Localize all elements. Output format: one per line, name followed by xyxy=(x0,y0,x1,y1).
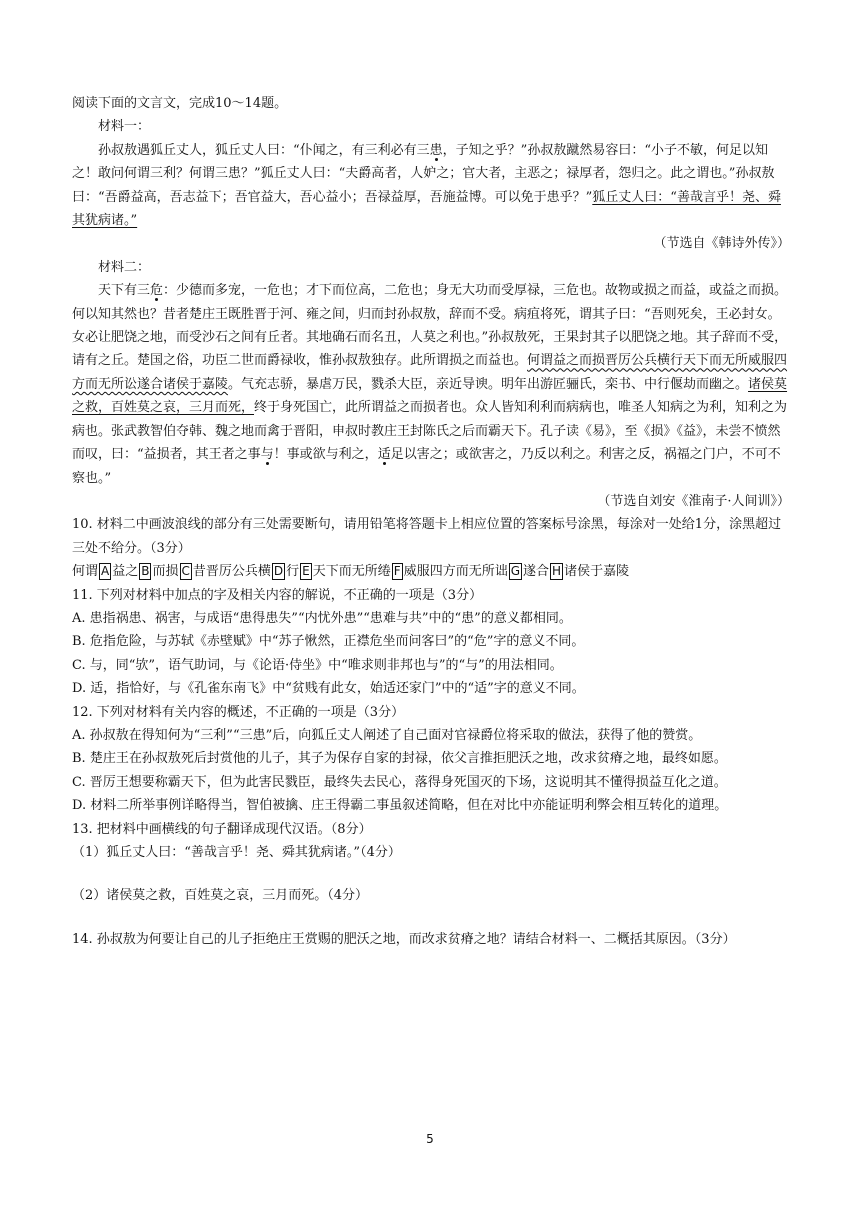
material-one-source: （节选自《韩诗外传》） xyxy=(653,236,790,252)
page-number: 5 xyxy=(426,1132,434,1146)
material-two-source: （节选自刘安《淮南子·人间训》） xyxy=(597,493,790,509)
question-13-sentence-2: （2）诸侯莫之救，百姓莫之哀，三月而死。（4分） xyxy=(72,888,369,904)
dotted-char-shi: 适 xyxy=(377,447,391,463)
break-box-e[interactable]: E xyxy=(302,564,310,579)
question-11-option-c: C. 与，同“欤”，语气助词，与《论语·侍坐》中“唯求则非邦也与”的“与”的用法相同。 xyxy=(72,657,563,673)
break-box-h[interactable]: H xyxy=(552,564,562,579)
material-two-label: 材料二： xyxy=(98,259,151,275)
answer-space-1 xyxy=(72,864,790,884)
answer-space-2 xyxy=(72,908,790,928)
underlined-sentence-1: 狐丘丈人曰：“善哉言乎！尧、舜其犹病诸。” xyxy=(72,189,781,229)
material-two-text: 天下有三危：少德而多宠，一危也；才下而位高，二危也；身无大功而受厚禄，三危也。故物或损之而益，或益之而损。何以知其然也？昔者楚庄王既胜晋于河、雍之间，归而封孙叔敖，辞而不受。病疽将死，谓其子曰：“吾则死矣，王必封女。女必让肥饶之地，而受沙石之间有丘者。其地确石而名丑，人莫之利也。”孙叔敖死，王果封其子以肥饶之地。其子辞而不受，请有之丘。楚国之俗，功臣二世而爵禄收，惟孙叔敖独存。此所谓损之而益也。何谓益之而损晋厉公兵横行天下而无所威服四方而无所讼遂合诸侯于嘉陵。气充志骄，暴虐万民，戮杀大臣，亲近导谀。明年出游匠骊氏，栾书、中行偃劫而幽之。诸侯莫之救，百姓莫之哀，三月而死，终于身死国亡，此所谓益之而损者也。众人皆知利利而病病也，唯圣人知病之为利，知利之为病也。张武教智伯夺韩、魏之地而禽于晋阳，申叔时教庄王封陈氏之后而霸天下。孔子读《易》，至《损》《益》，未尝不愤然而叹，曰：“益损者，其王者之事与！事或欲与利之，适足以害之；或欲害之，乃反以利之。利害之反，祸福之门户，不可不察也。” xyxy=(72,283,788,486)
document-page xyxy=(72,92,790,951)
dotted-char-yu: 与 xyxy=(260,447,274,463)
material-one-text: 孙叔敖遇狐丘丈人，狐丘丈人曰：“仆闻之，有三利必有三患，子知之乎？”孙叔敖蹴然易容曰：“小子不敏，何足以知之！敢问何谓三利？何谓三患？”狐丘丈人曰：“夫爵高者，人妒之；官大者，主恶之；禄厚者，怨归之。此之谓也。”孙叔敖曰：“吾爵益高，吾志益下；吾官益大，吾心益小；吾禄益厚，吾施益博。可以免于患乎？”狐丘丈人曰：“善哉言乎！尧、舜其犹病诸。” xyxy=(72,142,781,229)
question-12-option-a: A. 孙叔敖在得知何为“三利”“三患”后，向狐丘丈人阐述了自己面对官禄爵位将采取的做法，获得了他的赞赏。 xyxy=(72,727,702,743)
question-12-option-d: D. 材料二所举事例详略得当，智伯被擒、庄王得霸二事虽叙述简略，但在对比中亦能证明利弊会相互转化的道理。 xyxy=(72,798,728,814)
break-box-a[interactable]: A xyxy=(101,564,110,579)
dotted-char-wei: 危 xyxy=(150,283,164,299)
question-10-options: 何谓 A 益之 B 而损 C 昔晋厉公兵横 D 行 E 天下而无所绻 F 威服四方而无所诎 G 遂合 H 诸侯于嘉陵 xyxy=(72,564,630,580)
question-11-option-d: D. 适，指恰好，与《孔雀东南飞》中“贫贱有此女，始适还家门”中的“适”字的意义不同。 xyxy=(72,681,585,697)
break-box-g[interactable]: G xyxy=(510,564,521,579)
break-box-d[interactable]: D xyxy=(273,564,284,579)
break-box-c[interactable]: C xyxy=(181,564,190,579)
section-intro: 阅读下面的文言文，完成10～14题。 xyxy=(72,96,288,111)
break-box-b[interactable]: B xyxy=(141,564,150,579)
question-12-option-b: B. 楚庄王在孙叔敖死后封赏他的儿子，其子为保存自家的封禄，依父言推拒肥沃之地，改求贫瘠之地，最终如愿。 xyxy=(72,751,727,767)
question-11-stem: 11. 下列对材料中加点的字及相关内容的解说，不正确的一项是（3分） xyxy=(72,587,483,603)
question-12-stem: 12. 下列对材料有关内容的概述，不正确的一项是（3分） xyxy=(72,704,405,720)
break-box-f[interactable]: F xyxy=(393,564,401,579)
wavy-underlined-passage: 何谓益之而损晋厉公兵横行天下而无所威服四方而无所讼遂合诸侯于嘉陵 xyxy=(72,353,788,392)
dotted-char-huan: 患 xyxy=(429,142,443,158)
question-12-option-c: C. 晋厉王想要称霸天下，但为此害民戮臣，最终失去民心，落得身死国灭的下场，这说明其不懂得损益互化之道。 xyxy=(72,774,727,790)
underlined-sentence-2: 诸侯莫之救，百姓莫之哀，三月而死， xyxy=(72,376,788,416)
question-11-option-a: A. 患指祸患、祸害，与成语“患得患失”“内忧外患”“患难与共”中的“患”的意义都相同。 xyxy=(72,610,572,626)
question-13-sentence-1: （1）狐丘丈人曰：“善哉言乎！尧、舜其犹病诸。”（4分） xyxy=(72,845,401,860)
question-11-option-b: B. 危指危险，与苏轼《赤壁赋》中“苏子愀然，正襟危坐而问客曰”的“危”字的意义不同。 xyxy=(72,634,585,650)
question-14-stem: 14. 孙叔敖为何要让自己的儿子拒绝庄王赏赐的肥沃之地，而改求贫瘠之地？请结合材料一、二概括其原因。（3分） xyxy=(72,931,736,947)
question-13-stem: 13. 把材料中画横线的句子翻译成现代汉语。（8分） xyxy=(72,821,372,837)
material-one-label: 材料一： xyxy=(98,119,151,135)
question-10-stem: 10. 材料二中画波浪线的部分有三处需要断句，请用铅笔将答题卡上相应位置的答案标号涂黑，每涂对一处给1分，涂黑超过三处不给分。（3分） xyxy=(72,517,782,556)
